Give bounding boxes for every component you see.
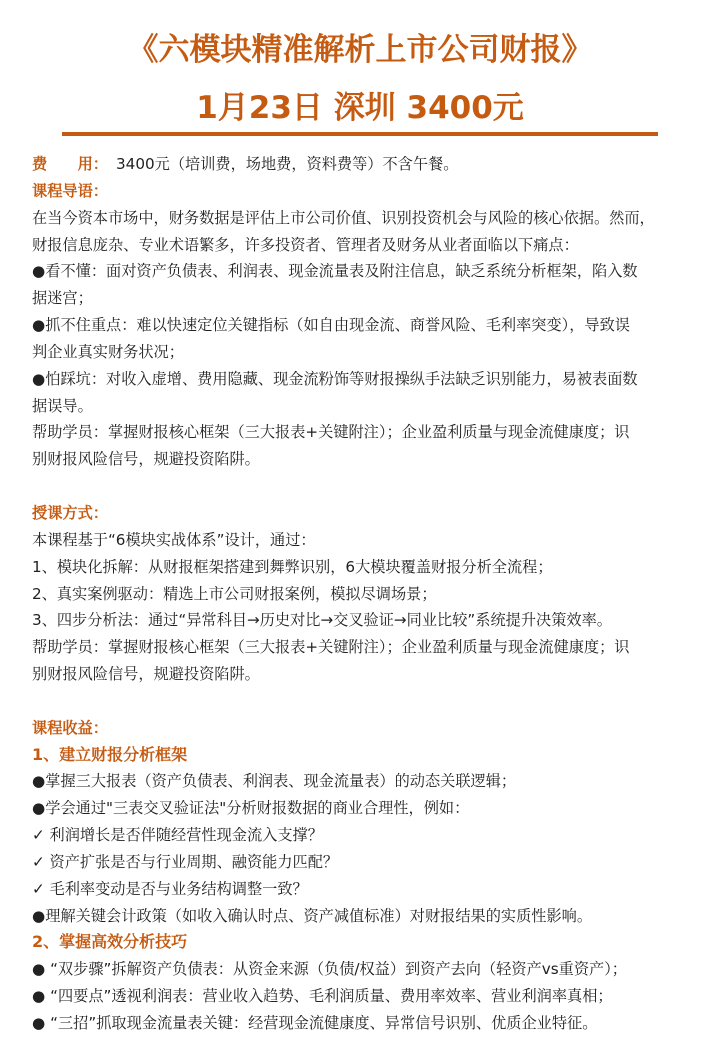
method-line: 本课程基于“6模块实战体系”设计，通过： <box>32 530 316 549</box>
benefits-section-2-title: 2、掌握高效分析技巧 <box>32 932 188 952</box>
intro-line: 别财报风险信号，规避投资陷阱。 <box>32 450 260 469</box>
method-heading: 授课方式： <box>32 503 108 522</box>
title-divider <box>62 132 658 136</box>
course-content <box>32 151 702 1037</box>
intro-line: 据迷宫； <box>32 289 93 308</box>
method-line: 3、四步分析法：通过“异常科目→历史对比→交叉验证→同业比较”系统提升决策效率。 <box>32 611 612 630</box>
intro-line: 据误导。 <box>32 396 93 415</box>
method-line: 帮助学员：掌握财报核心框架（三大报表+关键附注）；企业盈利质量与现金流健康度；识 <box>32 638 630 657</box>
benefits-heading: 课程收益： <box>32 718 108 737</box>
page-title: 《六模块精准解析上市公司财报》 <box>127 32 593 68</box>
method-line: 别财报风险信号，规避投资陷阱。 <box>32 665 260 684</box>
fee-row <box>32 151 702 178</box>
intro-line: ●抓不住重点：难以快速定位关键指标（如自由现金流、商誉风险、毛利率突变），导致误 <box>32 316 630 335</box>
spacer <box>32 688 702 715</box>
intro-line: ●看不懂：面对资产负债表、利润表、现金流量表及附注信息，缺乏系统分析框架，陷入数 <box>32 262 638 281</box>
intro-heading: 课程导语： <box>32 181 108 200</box>
intro-line: 判企业真实财务状况； <box>32 342 184 361</box>
method-line: 1、模块化拆解：从财报框架搭建到舞弊识别，6大模块覆盖财报分析全流程； <box>32 557 553 576</box>
fee-value: 3400元（培训费，场地费，资料费等）不含午餐。 <box>116 155 459 173</box>
benefit-line: ● “三招”抓取现金流量表关键：经营现金流健康度、异常信号识别、优质企业特征。 <box>32 1014 598 1032</box>
method-line: 2、真实案例驱动：精选上市公司财报案例，模拟尽调场景； <box>32 584 437 603</box>
benefit-line: ●掌握三大报表（资产负债表、利润表、现金流量表）的动态关联逻辑； <box>32 772 517 791</box>
benefit-line: ●理解关键会计政策（如收入确认时点、资产减值标准）对财报结果的实质性影响。 <box>32 906 593 925</box>
intro-line: 在当今资本市场中，财务数据是评估上市公司价值、识别投资机会与风险的核心依据。然而， <box>32 208 655 227</box>
spacer <box>32 473 702 500</box>
intro-line: 财报信息庞杂、专业术语繁多，许多投资者、管理者及财务从业者面临以下痛点： <box>32 235 579 254</box>
fee-label: 费 用： <box>32 155 108 173</box>
benefits-section-1-title: 1、建立财报分析框架 <box>32 744 188 764</box>
benefit-line: ✓ 资产扩张是否与行业周期、融资能力匹配？ <box>32 852 339 871</box>
benefit-line: ● “双步骤”拆解资产负债表：从资金来源（负债/权益）到资产去向（轻资产vs重资产）； <box>32 960 627 979</box>
benefit-line: ●学会通过"三表交叉验证法"分析财报数据的商业合理性，例如： <box>32 799 470 818</box>
benefit-line: ● “四要点”透视利润表：营业收入趋势、毛利润质量、费用率效率、营业利润率真相； <box>32 987 613 1006</box>
benefit-line: ✓ 利润增长是否伴随经营性现金流入支撑？ <box>32 826 323 845</box>
intro-line: 帮助学员：掌握财报核心框架（三大报表+关键附注）；企业盈利质量与现金流健康度；识 <box>32 423 630 442</box>
event-date-location-price: 1月23日 深圳 3400元 <box>196 90 524 126</box>
benefit-line: ✓ 毛利率变动是否与业务结构调整一致？ <box>32 879 308 898</box>
intro-line: ●怕踩坑：对收入虚增、费用隐藏、现金流粉饰等财报操纵手法缺乏识别能力，易被表面数 <box>32 369 638 388</box>
